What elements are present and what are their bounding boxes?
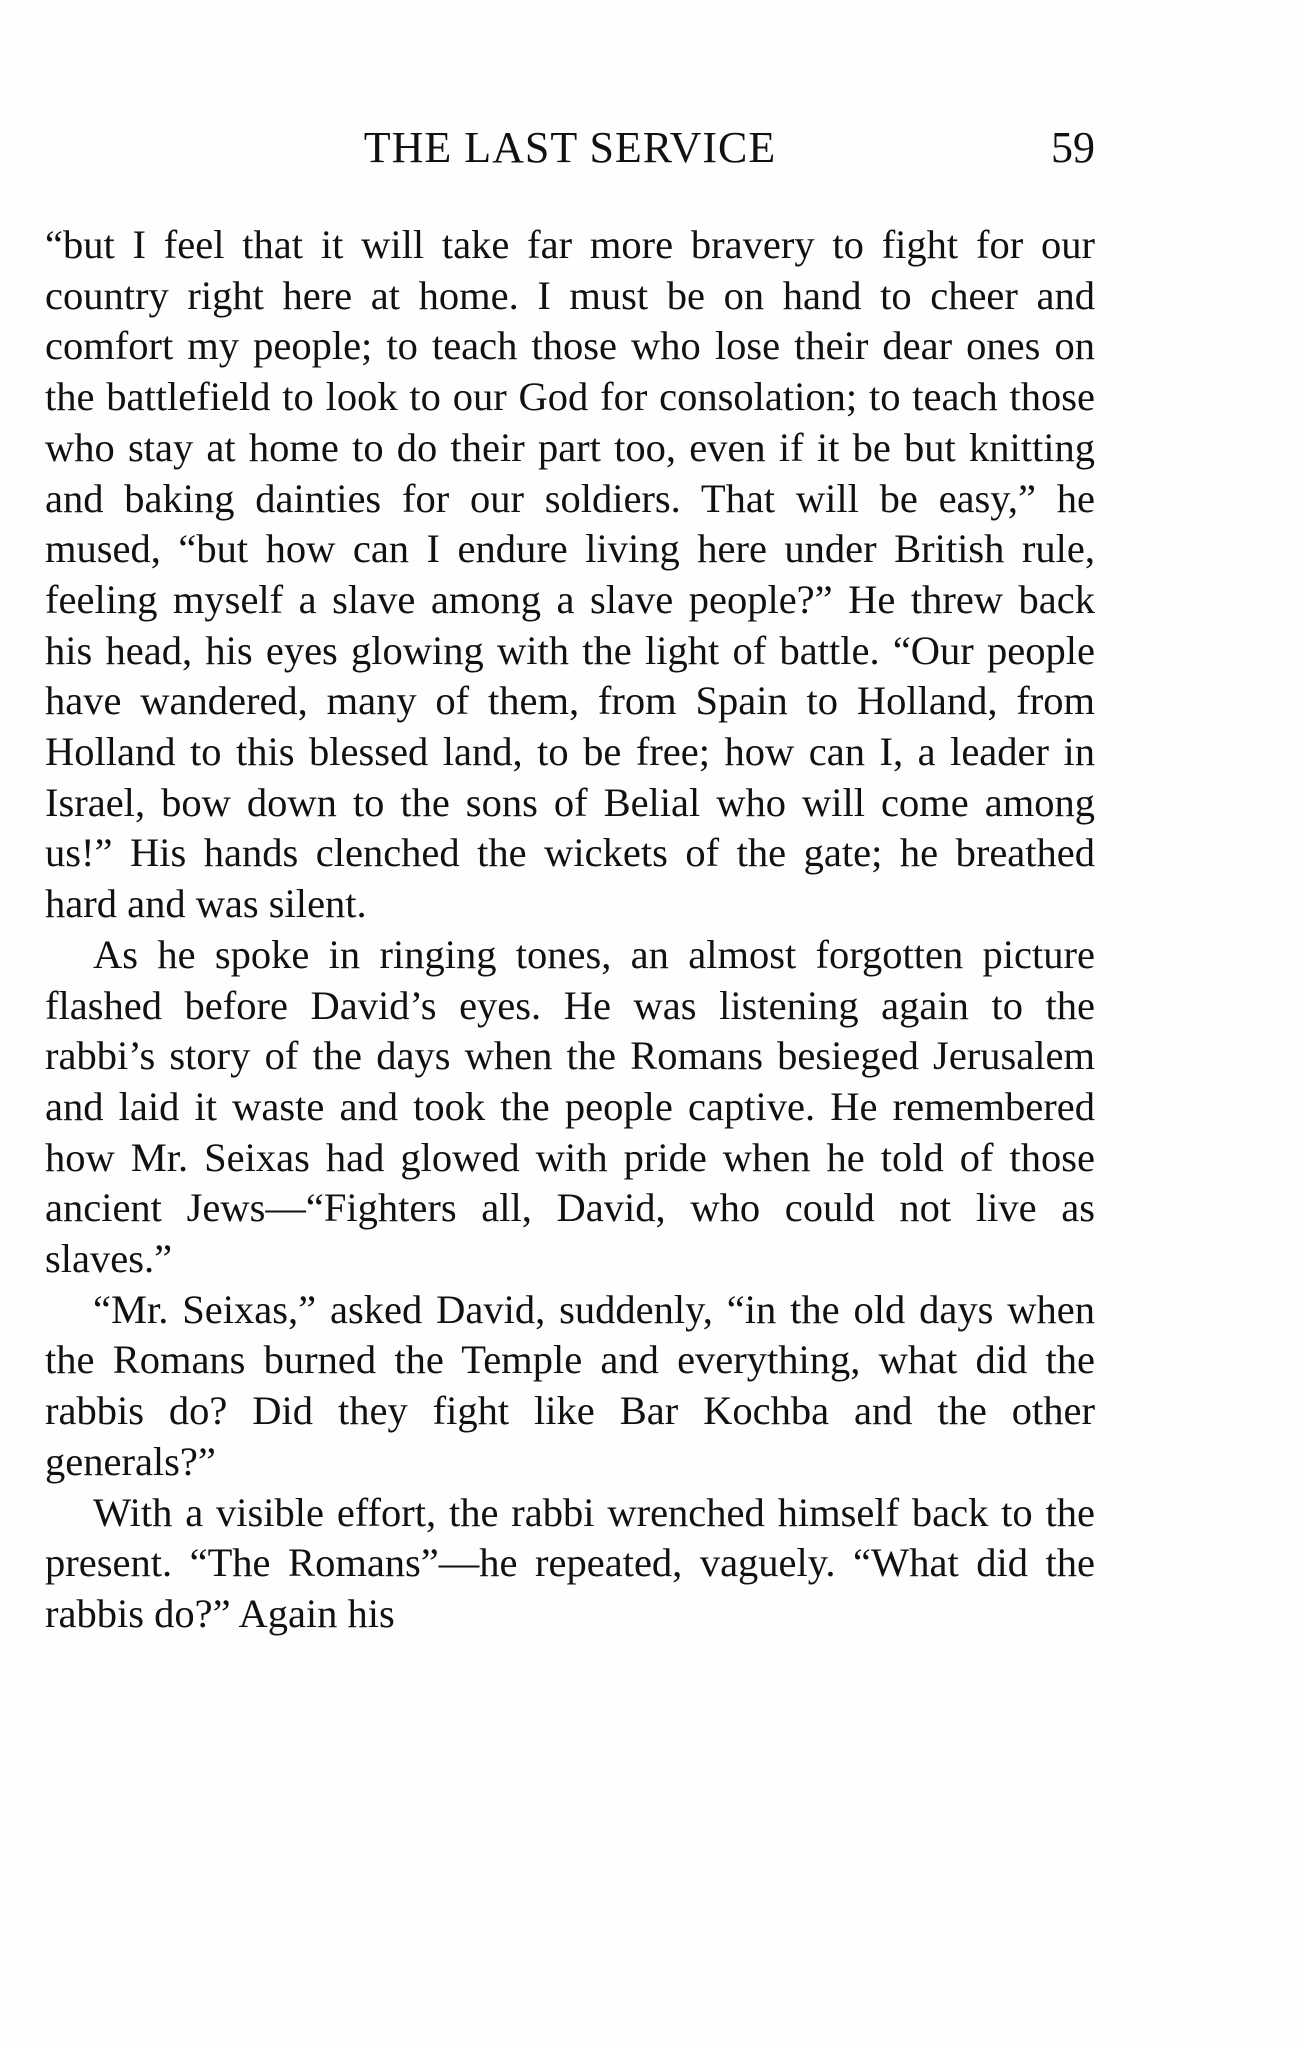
body-text: [45, 220, 1095, 1636]
running-title: THE LAST SERVICE: [363, 123, 777, 172]
page-number: 59: [1051, 123, 1095, 172]
paragraph-4: With a visible effort, the rabbi wrenched himself back to the present. “The Romans”—he repeated, vaguely. “What did the rabbis do?” Again his: [45, 1489, 1095, 1636]
running-head: [45, 118, 1095, 178]
paragraph-2: As he spoke in ringing tones, an almost forgotten picture flashed before David’s eyes. He was listening again to the rabbi’s story of the days when the Romans besieged Jerusalem and laid it waste and took the people captive. He remembered how Mr. Seixas had glowed with pride when he told of those ancient Jews—“Fighters all, David, who could not live as slaves.”: [45, 931, 1095, 1282]
paragraph-3: “Mr. Seixas,” asked David, suddenly, “in the old days when the Romans burned the Temple and everything, what did the rabbis do? Did they fight like Bar Kochba and the other generals?”: [45, 1286, 1095, 1484]
paragraph-1: “but I feel that it will take far more bravery to fight for our country right here at home. I must be on hand to cheer and comfort my people; to teach those who lose their dear ones on the battlefield to look to our God for consolation; to teach those who stay at home to do their part too, even if it be but knitting and baking dainties for our soldiers. That will be easy,” he mused, “but how can I endure living here under British rule, feeling myself a slave among a slave people?” He threw back his head, his eyes glowing with the light of battle. “Our people have wandered, many of them, from Spain to Holland, from Holland to this blessed land, to be free; how can I, a leader in Israel, bow down to the sons of Belial who will come among us!” His hands clenched the wickets of the gate; he breathed hard and was silent.: [45, 222, 1095, 927]
